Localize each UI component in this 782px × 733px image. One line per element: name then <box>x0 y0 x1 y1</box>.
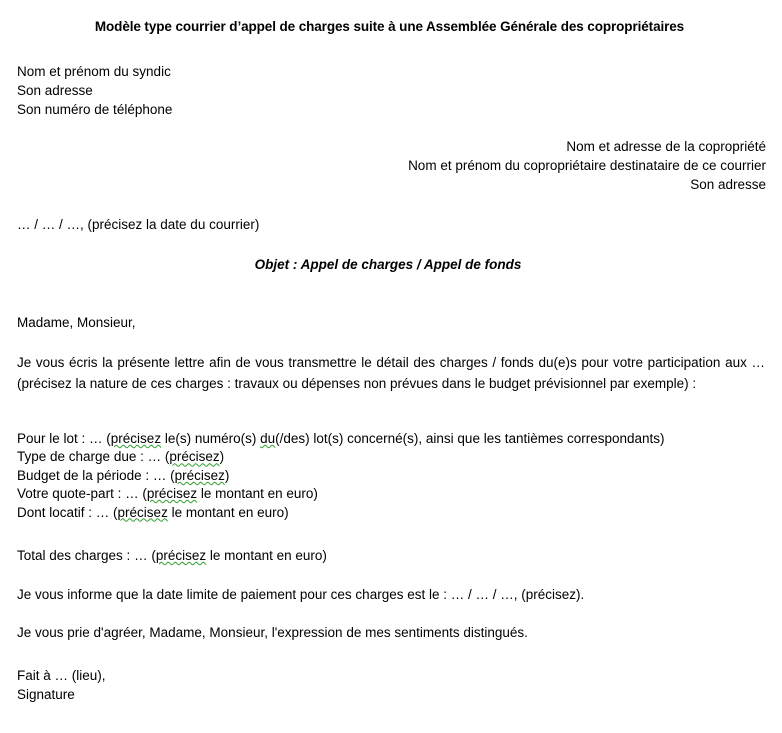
payment-deadline-line: Je vous informe que la date limite de paiement pour ces charges est le : … / … / …, (précisez). <box>17 587 585 602</box>
salutation-line: Madame, Monsieur, <box>17 315 136 330</box>
detail-locatif-suffix: le montant en euro) <box>167 504 289 520</box>
detail-line-lot <box>17 430 665 448</box>
date-line: … / … / …, (précisez la date du courrier) <box>17 217 260 232</box>
signature-label: Signature <box>17 687 75 702</box>
detail-line-quote-part <box>17 485 665 503</box>
recipient-address-line: Son adresse <box>690 177 766 192</box>
recipient-name-line: Nom et prénom du copropriétaire destinataire de ce courrier <box>408 158 766 173</box>
detail-quotepart-suffix: le montant en euro) <box>197 486 318 502</box>
detail-lot-prefix: Pour le lot : … ( <box>17 431 111 446</box>
detail-line-locatif <box>17 504 665 522</box>
charges-detail-list <box>17 430 665 522</box>
signature-block <box>17 666 106 704</box>
sender-phone-line: Son numéro de téléphone <box>17 102 173 117</box>
recipient-copropriete-line: Nom et adresse de la copropriété <box>566 139 766 154</box>
subject-line: Objet : Appel de charges / Appel de fonds <box>254 257 522 272</box>
detail-locatif-prefix: Dont locatif : … ( <box>17 504 118 520</box>
detail-line-type-charge <box>17 448 665 466</box>
spellcheck-word: précisez <box>155 548 207 563</box>
detail-lot-mid: le(s) numéro(s) <box>161 431 261 446</box>
spellcheck-word: précisez <box>174 467 225 483</box>
spellcheck-word: précisez <box>146 486 198 502</box>
recipient-address-block <box>408 137 766 194</box>
sender-address-block <box>17 62 172 119</box>
page-title: Modèle type courrier d’appel de charges suite à une Assemblée Générale des copropriétaires <box>94 19 685 34</box>
detail-type-prefix: Type de charge due : … ( <box>17 449 170 465</box>
spellcheck-word: précisez <box>169 449 220 465</box>
sender-address-line: Son adresse <box>17 83 93 98</box>
spellcheck-word: précisez <box>117 504 168 520</box>
body-paragraph: Je vous écris la présente lettre afin de vous transmettre le détail des charges / fonds du(e)s pour votre participation aux … (précisez la nature de ces charges : travaux ou dépenses non prévues dans le budget prévisionnel par exemple) : <box>17 355 765 391</box>
detail-type-suffix: ) <box>219 449 225 465</box>
sender-name-line: Nom et prénom du syndic <box>17 64 171 79</box>
place-line: Fait à … (lieu), <box>17 668 106 683</box>
closing-salutation-line: Je vous prie d'agréer, Madame, Monsieur, l'expression de mes sentiments distingués. <box>17 625 528 640</box>
spellcheck-word: précisez <box>110 431 162 446</box>
detail-budget-prefix: Budget de la période : … ( <box>17 467 175 483</box>
total-suffix: le montant en euro) <box>206 548 327 563</box>
total-prefix: Total des charges : … ( <box>17 548 156 563</box>
detail-lot-suffix: (/des) lot(s) concerné(s), ainsi que les tantièmes correspondants) <box>275 431 665 446</box>
detail-budget-suffix: ) <box>224 467 230 483</box>
total-charges-line <box>17 546 327 565</box>
spellcheck-word: du <box>260 431 276 446</box>
detail-quotepart-prefix: Votre quote-part : … ( <box>17 486 147 502</box>
detail-line-budget <box>17 467 665 485</box>
